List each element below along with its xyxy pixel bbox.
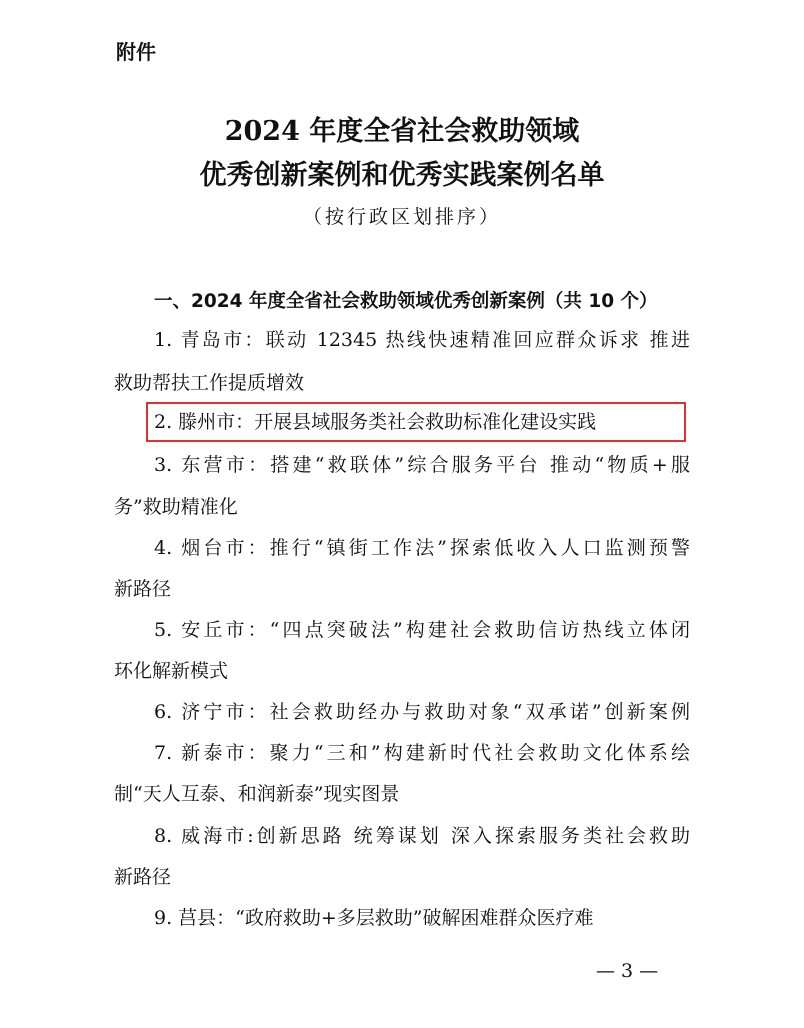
document-subtitle: （按行政区划排序）: [302, 206, 501, 228]
document-title-line-2: 优秀创新案例和优秀实践案例名单: [199, 160, 605, 191]
list-item-4-line-1: 4. 烟台市：推行“镇街工作法”探索低收入人口监测预警: [154, 537, 690, 559]
list-item-3-line-2: 务”救助精准化: [114, 496, 238, 518]
list-item-4-line-2: 新路径: [114, 578, 172, 600]
list-item-1-line-2: 救助帮扶工作提质增效: [114, 372, 305, 394]
page-number: — 3 —: [596, 960, 659, 982]
list-item-8-line-2: 新路径: [114, 866, 172, 888]
list-item-5-line-1: 5. 安丘市：“四点突破法”构建社会救助信访热线立体闭: [154, 619, 690, 641]
section-heading: 一、2024 年度全省社会救助领域优秀创新案例（共 10 个）: [154, 291, 658, 312]
list-item-7-line-1: 7. 新泰市：聚力“三和”构建新时代社会救助文化体系绘: [154, 742, 690, 764]
attachment-label: 附件: [116, 40, 156, 64]
list-item-1-line-1: 1. 青岛市：联动 12345 热线快速精准回应群众诉求 推进: [154, 329, 690, 351]
list-item-3-line-1: 3. 东营市：搭建“救联体”综合服务平台 推动“物质+服: [154, 454, 690, 476]
list-item-7-line-2: 制“天人互泰、和润新泰”现实图景: [114, 783, 400, 805]
list-item-2-line-1: 2. 滕州市：开展县域服务类社会救助标准化建设实践: [154, 411, 597, 433]
list-item-5-line-2: 环化解新模式: [114, 660, 229, 682]
document-title-line-1: 2024 年度全省社会救助领域: [224, 116, 580, 147]
list-item-9-line-1: 9. 莒县：“政府救助+多层救助”破解困难群众医疗难: [154, 907, 594, 929]
list-item-8-line-1: 8. 威海市:创新思路 统筹谋划 深入探索服务类社会救助: [154, 825, 690, 847]
list-item-6-line-1: 6. 济宁市：社会救助经办与救助对象“双承诺”创新案例: [154, 701, 690, 723]
